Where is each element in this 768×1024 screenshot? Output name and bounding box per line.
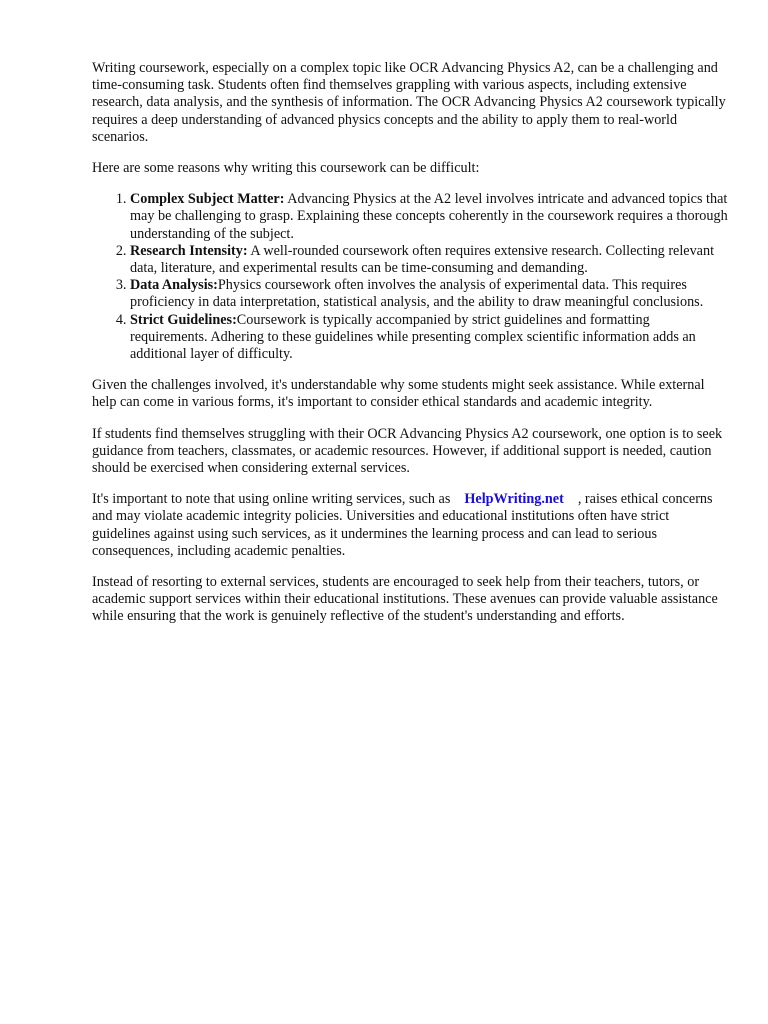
reason-term: Complex Subject Matter: xyxy=(130,191,285,208)
ethics-paragraph xyxy=(92,491,728,560)
assistance-paragraph: Given the challenges involved, it's understandable why some students might seek assistance. While external help can come in various forms, it's important to consider ethical standards and academic integrity. xyxy=(92,377,705,411)
ethics-text-after: , raises ethical concerns and may violate academic integrity policies. Universities and educational institutions often have strict guidelines against using such services, as it undermines the learning process and can lead to serious consequences, including academic penalties. xyxy=(92,491,713,559)
reason-text: Physics coursework often involves the analysis of experimental data. This requires proficiency in data interpretation, statistical analysis, and the ability to draw meaningful conclusions. xyxy=(130,277,704,311)
reason-text: Coursework is typically accompanied by strict guidelines and formatting requirements. Adhering to these guidelines while presenting complex scientific information adds an additional layer of difficulty. xyxy=(130,311,696,363)
reason-term: Strict Guidelines: xyxy=(130,311,237,328)
ethics-text-before: It's important to note that using online writing services, such as xyxy=(92,491,451,508)
reason-term: Research Intensity: xyxy=(130,242,248,259)
reasons-list xyxy=(92,191,728,363)
intro-paragraph: Writing coursework, especially on a complex topic like OCR Advancing Physics A2, can be a challenging and time-consuming task. Students often find themselves grappling with various aspects, including extensive research, data analysis, and the synthesis of information. The OCR Advancing Physics A2 coursework typically requires a deep understanding of advanced physics concepts and the ability to apply them to real-world scenarios. xyxy=(92,60,726,145)
list-item xyxy=(130,277,728,311)
guidance-paragraph: If students find themselves struggling with their OCR Advancing Physics A2 coursework, one option is to seek guidance from teachers, classmates, or academic resources. However, if additional support is needed, caution should be exercised when considering external services. xyxy=(92,425,723,477)
recommendation-paragraph: Instead of resorting to external services, students are encouraged to seek help from their teachers, tutors, or academic support services within their educational institutions. These avenues can provide valuable assistance while ensuring that the work is genuinely reflective of the student's understanding and efforts. xyxy=(92,574,718,625)
reason-term: Data Analysis: xyxy=(130,277,218,294)
reason-text: Advancing Physics at the A2 level involves intricate and advanced topics that may be challenging to grasp. Explaining these concepts coherently in the coursework requires a thorough understanding of the subject. xyxy=(130,191,728,242)
list-item xyxy=(130,191,728,243)
helpwriting-link[interactable]: HelpWriting.net xyxy=(464,491,564,508)
reason-text: A well-rounded coursework often requires extensive research. Collecting relevant data, literature, and experimental results can be time-consuming and demanding. xyxy=(130,242,715,277)
list-item xyxy=(130,312,728,364)
list-item xyxy=(130,243,728,277)
reasons-intro-paragraph: Here are some reasons why writing this coursework can be difficult: xyxy=(92,160,480,177)
document-page xyxy=(92,60,728,640)
